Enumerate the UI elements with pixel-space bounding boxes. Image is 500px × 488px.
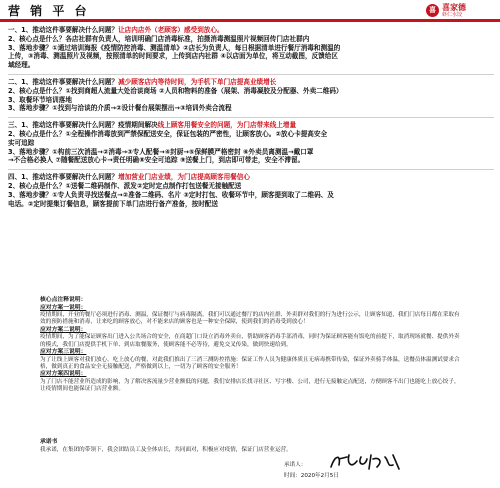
section-4 — [8, 173, 494, 208]
plan-1-heading: 应对方案一说明： — [40, 304, 87, 311]
section-4-core: 2、核心点是什么？①送餐二维码制作、派发②定时定点制作打包送餐无接触配送 — [8, 181, 242, 190]
section-2-goal: 减少顾客店内等待时间，为手机下单门店提高业绩增长 — [118, 77, 277, 86]
logo-icon: 喜 — [426, 4, 439, 17]
section-1-steps-1: 3、落地步骤？①通过培训海报《疫情防控消毒、测温清单》②店长为负责人，每日根据清单进行餐厅消毒和测温的 — [8, 43, 341, 52]
plan-1-text: 疫情期间，开业的餐厅必须进行消毒、测温，保证餐厅与病毒隔离。我们可以通过餐厅的店内社群、外卖群对我们的行为进行公示，让顾客知道，我们门店每日都在采取有效的预防措施和消毒，让来吃的顾客放心，对不能来店的顾客也是一种安全保障，使到我们的消毒受到放心！ — [40, 312, 460, 326]
section-3-steps-2: →不合格必换人 ⑦随餐配送放心卡→责任明确⑧安全可追踪 ⑨送餐上门，到店即可带走，安全不滞留。 — [8, 156, 305, 165]
plan-3-text: 为了让线上顾客对我们放心，吃上放心的餐，对此我们推出了三消三测防控措施：保证工作人员为健康体质且无病毒携带传染，保证外卖骑手体温，送餐员体温测试要求合格，做到真正的食品安全无接触配送，严格做到以上，一切为了顾客的安全服务！ — [40, 356, 460, 370]
promise-heading: 承诺书 — [40, 439, 58, 445]
section-2-steps-1: 3、取餐环节培训落地 — [8, 95, 72, 104]
section-2-core: 2、核心点是什么？①找到商超人流量大处洽谈商场 ②人员和物料的准备（展架、消毒凝胶及分配器、外卖二维码） — [8, 86, 343, 95]
section-1 — [8, 26, 494, 70]
section-4-steps-2: 电话。②定时提集订餐信息，顾客提前下单门店进行备产准备，按时配送 — [8, 199, 218, 208]
plan-2-heading: 应对方案二说明： — [40, 326, 87, 333]
section-2-steps-2: 3、落地步骤？①找到与洽谈的介质→②设计餐台展架摆出→③培训外卖合流程 — [8, 104, 232, 113]
divider — [8, 169, 494, 170]
brand-logo — [426, 3, 490, 19]
section-3-question: 三、1、推动这件事要解决什么问题？疫情期间解决线上顾客用餐安全的问题，为门店带来线上增量 — [8, 121, 297, 130]
divider — [8, 74, 494, 75]
section-1-steps-3: 域经理。 — [8, 61, 35, 70]
plan-4-heading: 应对方案四说明： — [40, 371, 87, 378]
section-3-goal: 线上顾客用餐安全的问题，为门店带来线上增量 — [157, 121, 297, 130]
promise-text: 我承诺，在集团的带领下，我会团结员工及全体店长，共同面对，积极应对疫情，保证门店营业运营。 — [40, 446, 292, 453]
page-title: 营 销 平 台 — [8, 4, 90, 18]
section-4-goal: 增加营业门店业绩，为门店提高顾客用餐信心 — [118, 173, 250, 182]
section-1-steps-2: 上传，③消毒、测温照片及视频，按照清单的时间要求，上传到店内社群 ④以店面为单位，将互动截图，反馈给区 — [8, 52, 338, 61]
section-3-core: 2、核心点是什么？①全程操作消毒放到严禁保配送安全，保证包装的严密性，让顾客放心。②放心卡提高安全 — [8, 129, 328, 138]
plan-4-text: 为了门店不能营业所造成的影响，为了解决客流量少营业额低的问题，我们安排店长找寻社区、写字楼、公司，进行无接触定点配送，方便顾客不出门也能吃上放心饺子，让疫情期间也能保证门店营业额。 — [40, 378, 460, 393]
section-3-core-2: 实可追踪 — [8, 138, 35, 147]
section-2 — [8, 78, 494, 113]
section-2-question: 二、1、推动这件事要解决什么问题？减少顾客店内等待时间，为手机下单门店提高业绩增长 — [8, 77, 277, 86]
handwritten-signature — [327, 451, 407, 473]
section-1-goal: 让店内店外（老顾客）感受到放心。 — [118, 26, 224, 34]
promise-date: 时间：2020年2月5日 — [284, 473, 339, 479]
logo-subtitle: 虾仁水饺 — [442, 12, 463, 18]
plan-2-text: 疫情期间，为了能保证顾客出门进入公共场合的安全，在商超门口设立消毒外卖台，帮助顾客消毒手部消毒，同时为保证顾客能有饭吃的前提下，取消现场就餐、提供外卖的模式，我们门店提供手机下单、到店取餐服务，使顾客能不必等待，避免交叉传染，做到快速给到。 — [40, 334, 460, 348]
section-1-core: 2、核心点是什么？各店社群有负责人，培训明确门店消毒标准，拍摄消毒测温照片视频回传门店社群内 — [8, 34, 310, 43]
section-1-question: 一、1、推动这件事要解决什么问题？让店内店外（老顾客）感受到放心。 — [8, 26, 224, 34]
promiser-label: 承诺人： — [284, 462, 307, 468]
section-3 — [8, 121, 494, 165]
section-3-steps-1: 3、落地步骤？①构前三次消温→②消毒→③专人配餐→④封厨→⑤保鲜膜严格密封 ⑥外卖员离测温→戴口罩 — [8, 147, 314, 156]
plan-3-heading: 应对方案三说明： — [40, 348, 87, 355]
logo-name: 喜家德 — [442, 3, 466, 12]
divider — [8, 117, 494, 118]
page-header — [0, 0, 500, 22]
section-4-question: 四、1、推动这件事要解决什么问题？增加营业门店业绩，为门店提高顾客用餐信心 — [8, 173, 250, 182]
section-4-steps-1: 3、落地步骤？①专人负责寻找送餐点→②准备二维码、名片 ③定时打包、收餐环节中，顾客提到取了二维码、及 — [8, 190, 334, 199]
notes-title: 核心点注释说明： — [40, 297, 87, 303]
plan-sections — [8, 26, 494, 212]
promise-area — [40, 439, 460, 483]
notes-section — [40, 297, 460, 483]
